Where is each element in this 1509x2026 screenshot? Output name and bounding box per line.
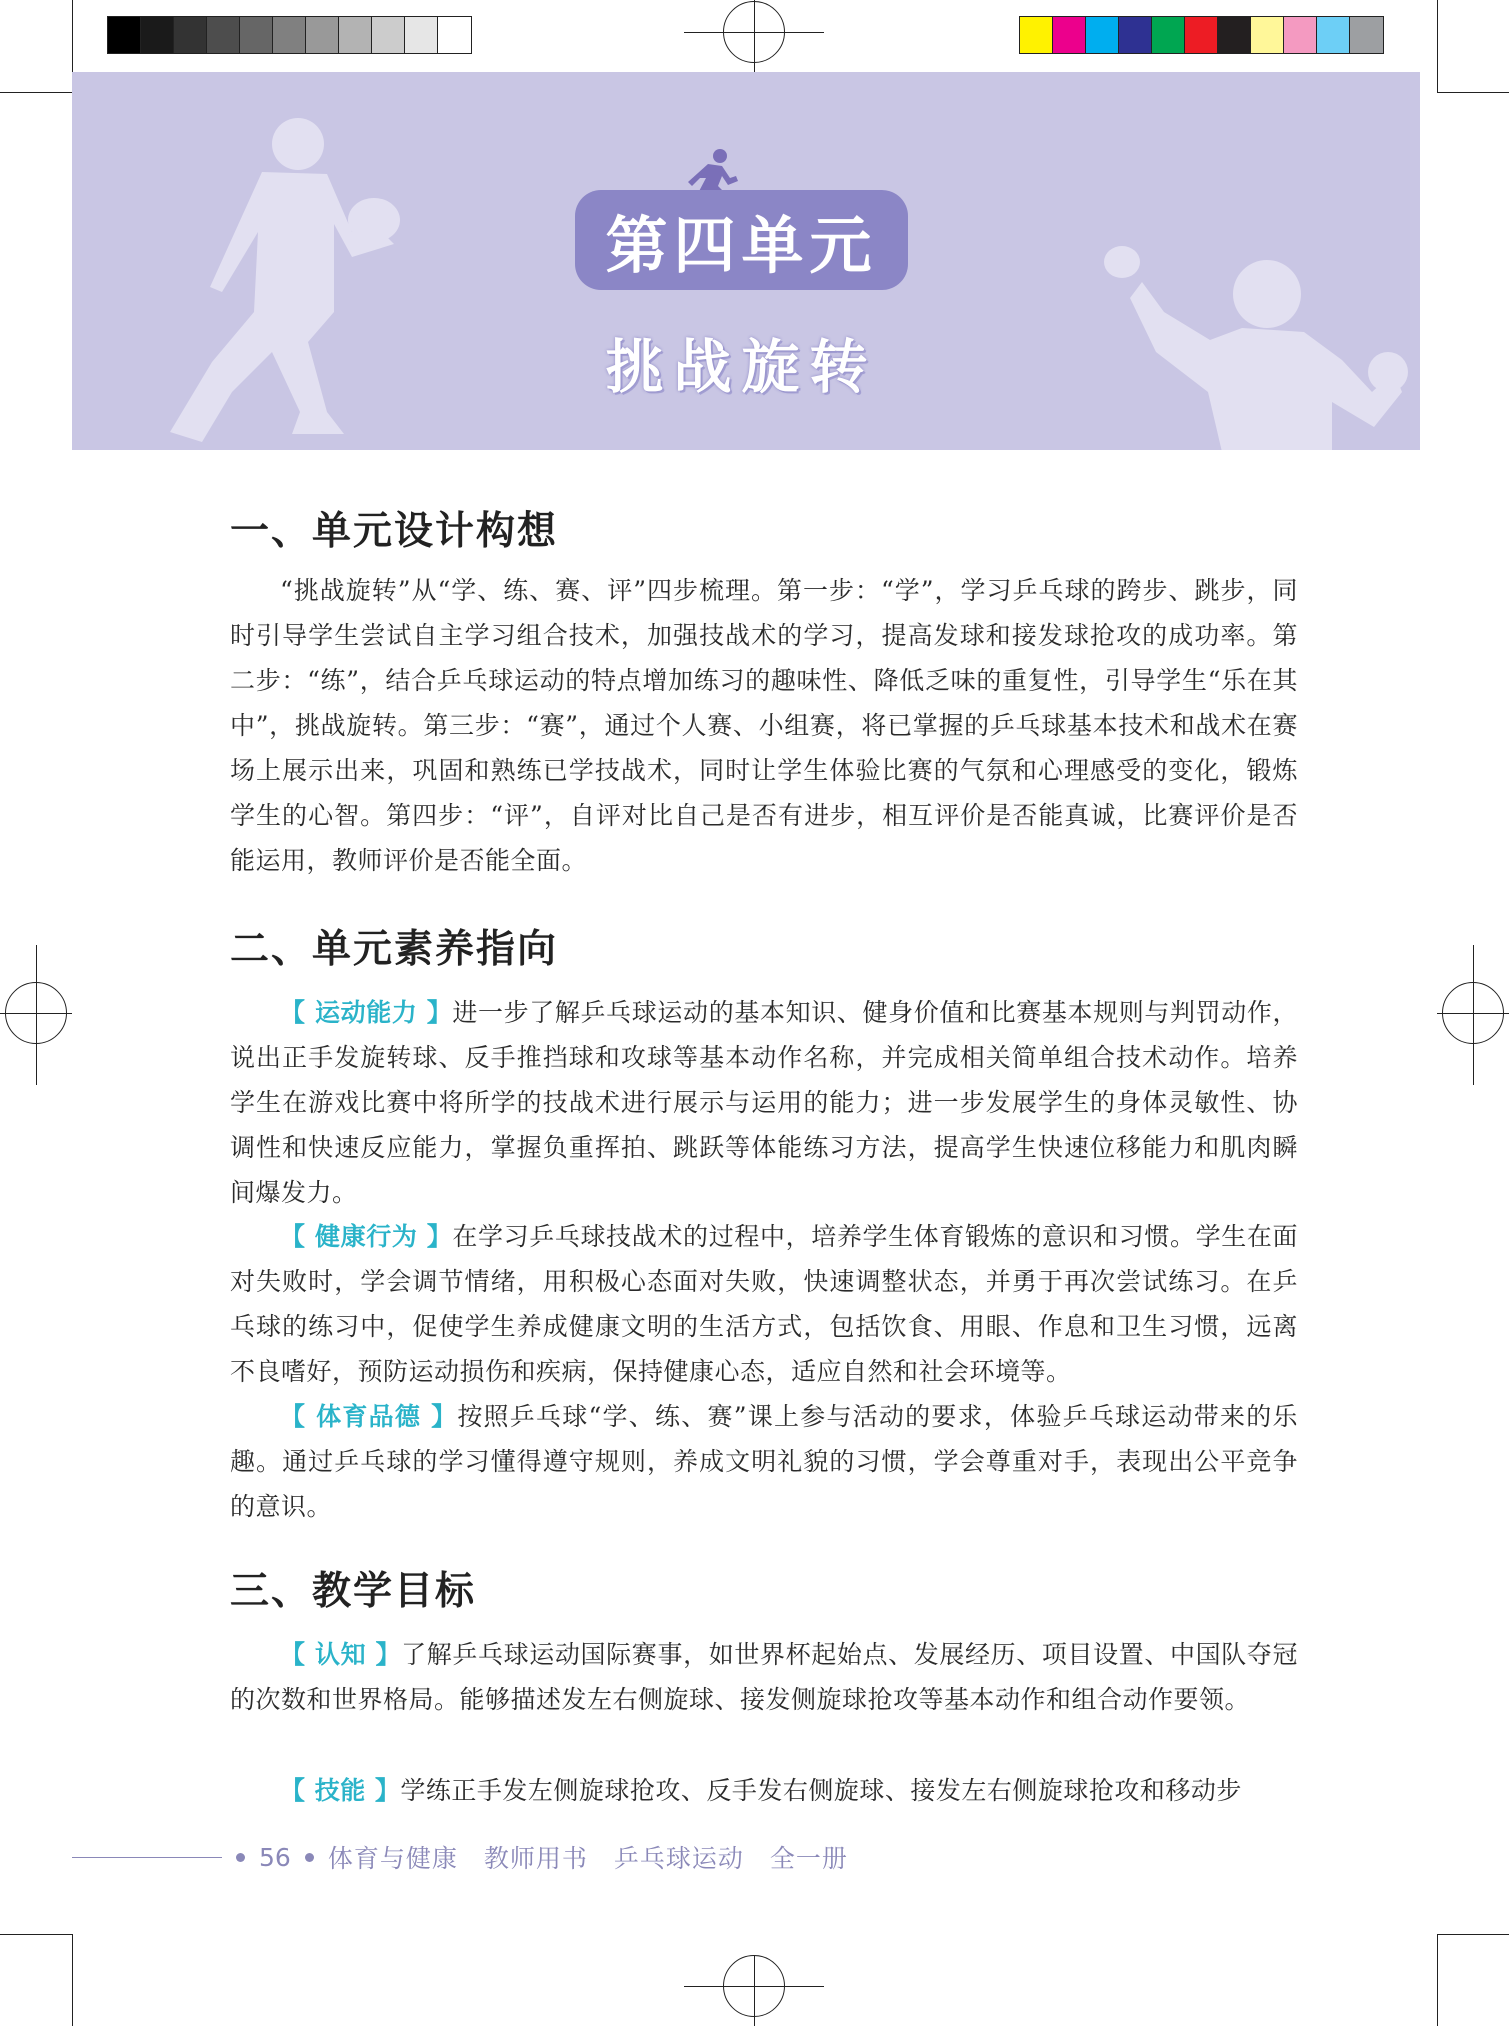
color-swatch [1152,17,1185,53]
literacy-item-health-behavior [230,1214,1298,1394]
color-swatch [1086,17,1119,53]
tag-label: 【 认知 】 [280,1640,402,1669]
footer-dot [305,1853,314,1862]
unit-subtitle: 挑战旋转 [605,333,878,401]
goal-item-skill [230,1768,1298,1813]
color-swatch [174,17,207,53]
color-swatch [1317,17,1350,53]
tag-label: 【 体育品德 】 [280,1402,458,1431]
player-silhouette-right-icon [1082,242,1412,450]
item-text: 学练正手发左侧旋球抢攻、反手发右侧旋球、接发左右侧旋球抢攻和移动步 [400,1776,1242,1805]
grayscale-color-bar [107,16,472,54]
color-swatch [1284,17,1317,53]
goal-item-cognition [230,1632,1298,1722]
item-text: 了解乒乓球运动国际赛事，如世界杯起始点、发展经历、项目设置、中国队夺冠的次数和世界格局。能够描述发左右侧旋球、接发侧旋球抢攻等基本动作和组合动作要领。 [230,1640,1298,1714]
color-swatch [405,17,438,53]
section-heading-literacy: 二、单元素养指向 [230,926,559,972]
color-swatch [141,17,174,53]
color-swatch [306,17,339,53]
color-swatch [438,17,471,53]
literacy-item-sport-morality [230,1394,1298,1529]
color-swatch [339,17,372,53]
tag-label: 【 运动能力 】 [280,998,453,1027]
item-text: 进一步了解乒乓球运动的基本知识、健身价值和比赛基本规则与判罚动作，说出正手发旋转球、反手推挡球和攻球等基本动作名称，并完成相关简单组合技术动作。培养学生在游戏比赛中将所学的技战术进行展示与运用的能力；进一步发展学生的身体灵敏性、协调性和快速反应能力，掌握负重挥拍、跳跃等体能练习方法，提高学生快速位移能力和肌肉瞬间爆发力。 [230,998,1298,1207]
color-swatch [1185,17,1218,53]
process-color-bar [1019,16,1384,54]
player-silhouette-left-icon [112,112,432,450]
color-swatch [1251,17,1284,53]
section-heading-goals: 三、教学目标 [230,1568,477,1614]
color-swatch [1119,17,1152,53]
color-swatch [1350,17,1383,53]
color-swatch [1053,17,1086,53]
section-paragraph-design: “挑战旋转”从“学、练、赛、评”四步梳理。第一步：“学”，学习乒乓球的跨步、跳步，同时引导学生尝试自主学习组合技术，加强技战术的学习，提高发球和接发球抢攻的成功率。第二步：“练”，结合乒乓球运动的特点增加练习的趣味性、降低乏味的重复性，引导学生“乐在其中”，挑战旋转。第三步：“赛”，通过个人赛、小组赛，将已掌握的乒乓球基本技术和战术在赛场上展示出来，巩固和熟练已学技战术，同时让学生体验比赛的气氛和心理感受的变化，锻炼学生的心智。第四步：“评”，自评对比自己是否有进步，相互评价是否能真诚，比赛评价是否能运用，教师评价是否能全面。 [230,576,1298,875]
color-swatch [207,17,240,53]
item-text: 按照乒乓球“学、练、赛”课上参与活动的要求，体验乒乓球运动带来的乐趣。通过乒乓球的学习懂得遵守规则，养成文明礼貌的习惯，学会尊重对手，表现出公平竞争的意识。 [230,1402,1298,1521]
color-swatch [1020,17,1053,53]
color-swatch [273,17,306,53]
unit-number-pill: 第四单元 [575,190,908,290]
book-title: 体育与健康 教师用书 乒乓球运动 全一册 [327,1844,848,1873]
color-swatch [1218,17,1251,53]
tag-label: 【 技能 】 [280,1776,401,1805]
color-swatch [372,17,405,53]
color-swatch [240,17,273,53]
tag-label: 【 健康行为 】 [280,1222,453,1251]
section-heading-design: 一、单元设计构想 [230,508,559,554]
literacy-item-sport-ability [230,990,1298,1215]
page-footer [72,1842,848,1872]
page-number: 56 [259,1842,291,1872]
color-swatch [108,17,141,53]
item-text: 在学习乒乓球技战术的过程中，培养学生体育锻炼的意识和习惯。学生在面对失败时，学会调节情绪，用积极心态面对失败，快速调整状态，并勇于再次尝试练习。在乒乓球的练习中，促使学生养成健康文明的生活方式，包括饮食、用眼、作息和卫生习惯，远离不良嗜好，预防运动损伤和疾病，保持健康心态，适应自然和社会环境等。 [230,1222,1298,1386]
footer-rule [72,1857,222,1858]
footer-dot [236,1853,245,1862]
